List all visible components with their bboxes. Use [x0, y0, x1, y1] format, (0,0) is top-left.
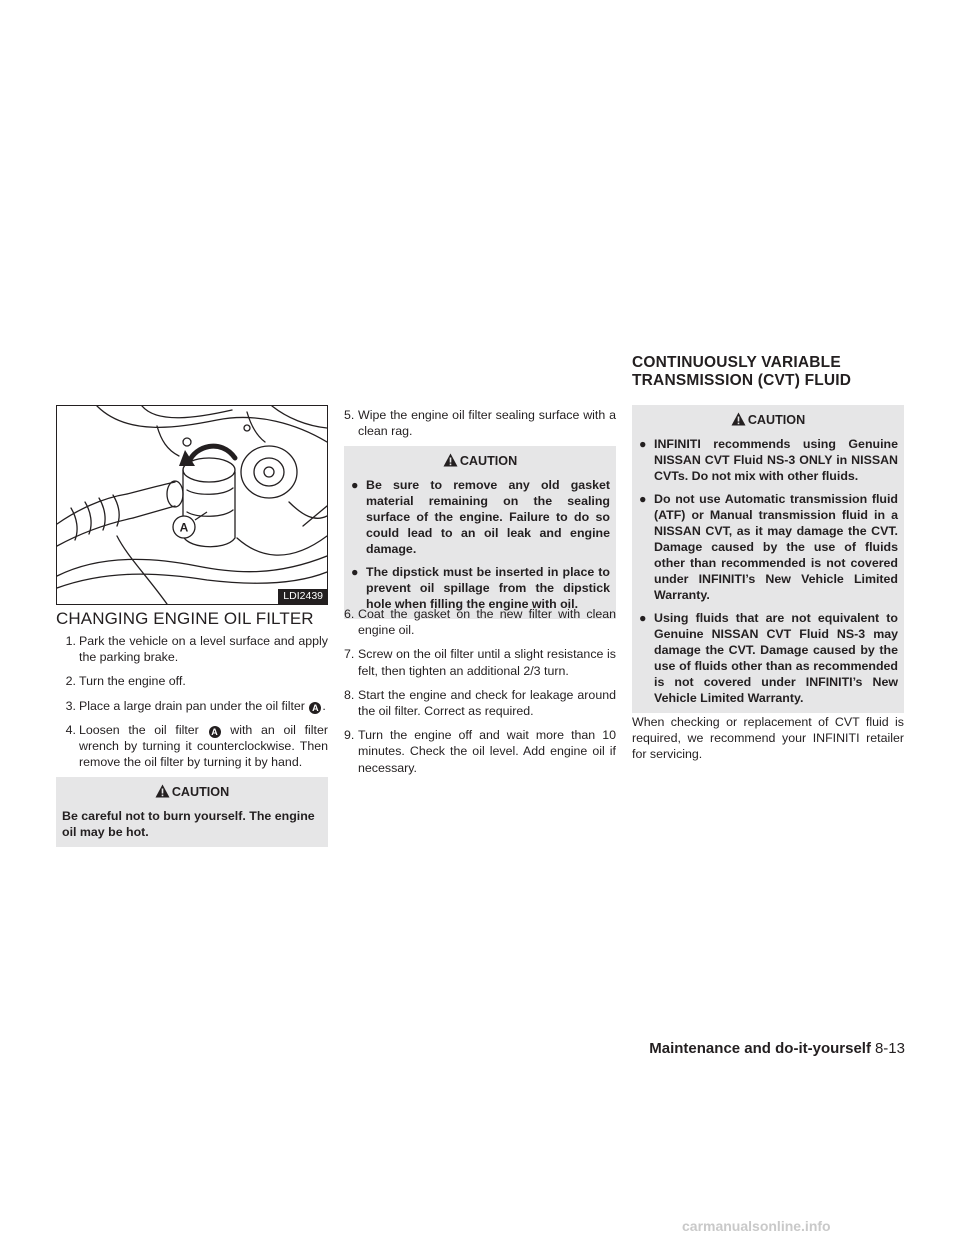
caution-box-gasket: [344, 446, 616, 619]
bullet-icon: ●: [639, 437, 647, 451]
step-item: [344, 407, 616, 439]
step-text: Turn the engine off and wait more than 10 minutes. Check the oil level. Add engine oil if necessary.: [358, 728, 616, 775]
heading-line-2: TRANSMISSION (CVT) FLUID: [632, 371, 852, 389]
caution-box-hot-oil: [56, 777, 328, 847]
step-number: 2.: [65, 674, 76, 689]
oil-filter-steps: [56, 633, 328, 770]
caution-heading: [62, 784, 322, 802]
caution-box-cvt-fluid: [632, 405, 904, 713]
section-title: CHANGING ENGINE OIL FILTER: [56, 609, 314, 628]
caution-text: Be careful not to burn yourself. The engine oil may be hot.: [62, 809, 315, 839]
oil-filter-steps-continued: [344, 407, 616, 439]
warning-triangle-icon: [155, 784, 170, 802]
step-item: [344, 687, 616, 719]
step-number: 9.: [344, 728, 355, 743]
step-item: [344, 727, 616, 776]
step-number: 3.: [65, 698, 76, 713]
left-column: [56, 633, 328, 778]
callout-a-marker: A: [309, 702, 321, 714]
caution-item-text: Be sure to remove any old gasket material remaining on the sealing surface of the engine. Failure to do so could lead to an oil leak and engine damage.: [366, 478, 610, 556]
page-footer: [649, 1040, 905, 1058]
footer-section-name: Maintenance and do-it-yourself: [649, 1040, 871, 1057]
caution-item: [638, 491, 898, 603]
caution-item-text: Do not use Automatic transmission fluid (ATF) or Manual transmission fluid in a NISSAN CVT, as it may damage the CVT. Damage caused by the use of fluids other than recommended is not covered under INFINITI’s New Vehicle Limited Warranty.: [654, 492, 898, 602]
step-item: [56, 673, 328, 689]
step-item: [56, 722, 328, 771]
caution-item: [350, 564, 610, 612]
caution-item: [350, 477, 610, 557]
warning-triangle-icon: [443, 453, 458, 471]
heading-line-1: CONTINUOUSLY VARIABLE: [632, 354, 841, 371]
engine-oil-filter-drawing: [57, 406, 327, 604]
caution-heading: [638, 412, 898, 430]
step-item: [56, 698, 328, 714]
step-number: 1.: [65, 634, 76, 648]
cvt-fluid-heading: [632, 354, 932, 389]
oil-filter-steps-final: [344, 606, 616, 776]
figure-callout-a: A: [179, 520, 189, 535]
step-text-end: with an oil filter wrench by turning it counterclockwise. Then remove the oil filter by turning it by hand.: [79, 722, 328, 770]
caution-item: [638, 436, 898, 484]
callout-a-marker: A: [209, 726, 221, 738]
bullet-icon: ●: [639, 611, 647, 625]
step-item: [344, 646, 616, 678]
bullet-icon: ●: [351, 478, 359, 492]
step-text: Place a large drain pan under the oil filter: [79, 698, 305, 713]
step-text: Park the vehicle on a level surface and apply the parking brake.: [79, 634, 328, 665]
oil-filter-illustration: [56, 405, 328, 605]
step-number: 4.: [65, 722, 76, 737]
page-number: 8-13: [874, 1040, 905, 1057]
cvt-fluid-paragraph: When checking or replacement of CVT fluid is required, we recommend your INFINITI retailer for servicing.: [632, 715, 904, 762]
step-text: Coat the gasket on the new filter with clean engine oil.: [358, 607, 616, 638]
warning-triangle-icon: [731, 412, 746, 430]
step-text: Loosen the oil filter: [79, 722, 199, 737]
step-text-end: .: [322, 698, 326, 713]
bullet-icon: ●: [351, 565, 359, 579]
step-number: 6.: [344, 607, 355, 621]
step-number: 8.: [344, 687, 355, 702]
step-text: Wipe the engine oil filter sealing surface with a clean rag.: [358, 408, 616, 439]
caution-item-text: The dipstick must be inserted in place to prevent oil spillage from the dipstick hole when filling the engine with oil.: [366, 565, 610, 611]
step-number: 5.: [344, 408, 355, 422]
figure-code-label: LDI2439: [278, 589, 327, 604]
middle-column-steps: [344, 606, 616, 784]
caution-list: [638, 436, 898, 706]
caution-item-text: INFINITI recommends using Genuine NISSAN CVT Fluid NS-3 ONLY in NISSAN CVTs. Do not mix with other fluids.: [654, 437, 898, 483]
caution-heading: [350, 453, 610, 471]
watermark-text: carmanualsonline.info: [682, 1218, 831, 1234]
middle-column: [344, 407, 616, 447]
caution-item: [638, 610, 898, 706]
step-number: 7.: [344, 647, 355, 662]
step-text: Turn the engine off.: [79, 674, 186, 689]
bullet-icon: ●: [639, 492, 647, 506]
caution-heading-text: CAUTION: [459, 454, 518, 468]
step-item: [344, 606, 616, 638]
caution-heading-text: CAUTION: [171, 785, 230, 799]
step-item: [56, 633, 328, 665]
step-text: Start the engine and check for leakage around the oil filter. Correct as required.: [358, 687, 616, 719]
caution-list: [350, 477, 610, 612]
step-text: Screw on the oil filter until a slight resistance is felt, then tighten an additional 2/3 turn.: [358, 647, 616, 678]
caution-heading-text: CAUTION: [747, 413, 806, 427]
caution-item-text: Using fluids that are not equivalent to Genuine NISSAN CVT Fluid NS-3 may damage the CVT. Damage caused by the use of fluids other than as recommended is not covered under INFINITI’s New Vehicle Limited Warranty.: [654, 611, 898, 705]
